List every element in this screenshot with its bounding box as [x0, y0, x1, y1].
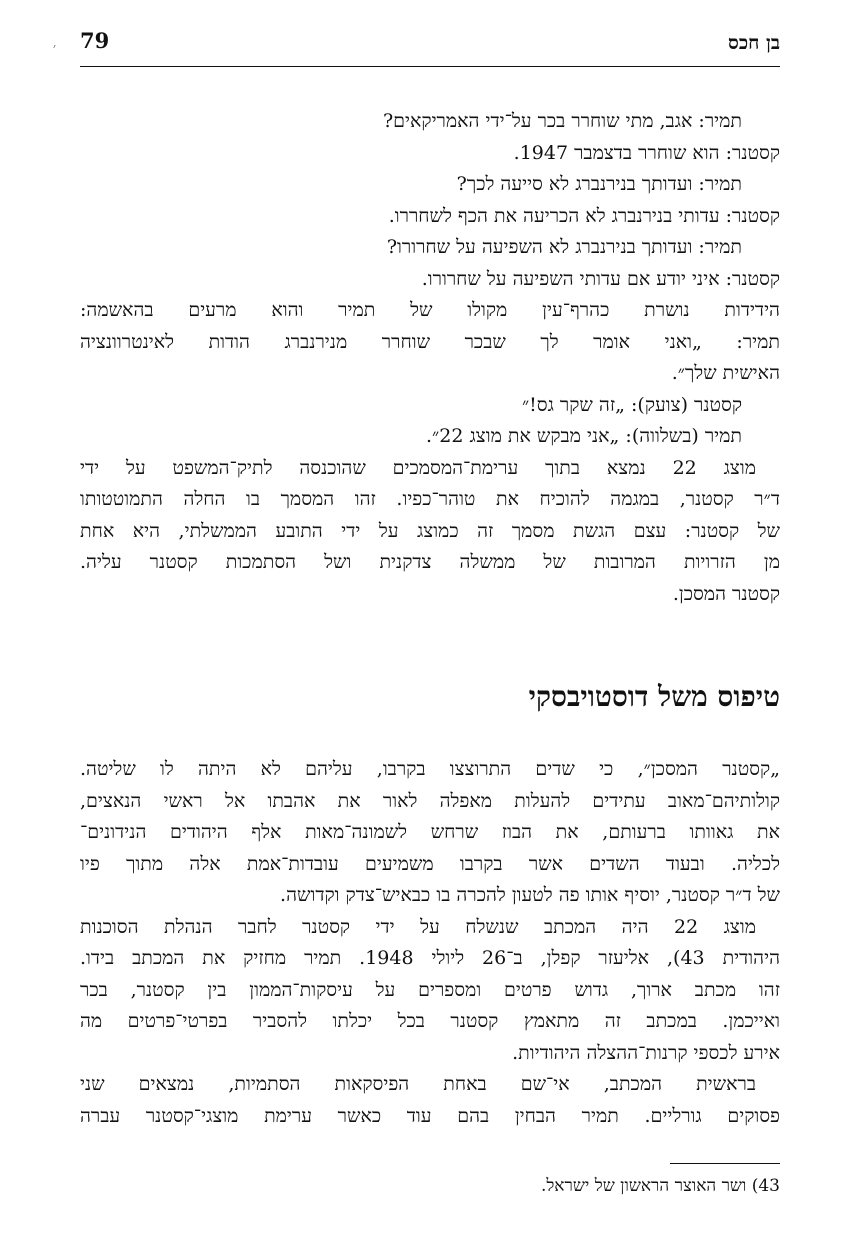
dialogue-line: תמיר (בשלווה): „אני מבקש את מוצג 22״. — [425, 425, 742, 447]
body-line: ואייכמן. במכתב זה מתאמץ קסטנר בכל יכלתו להסביר בפרטי־פרטים מה — [80, 1010, 780, 1032]
section-heading: טיפוס משל דוסטויבסקי — [528, 680, 780, 713]
dialogue-line: של קסטנר: עצם הגשת מסמך זה כמוצג על ידי התובע הממשלתי, היא אחת — [80, 519, 780, 542]
dialogue-line: האישית שלך״. — [671, 362, 780, 384]
body-line: „קסטנר המסכן״, כי שדים התרוצצו בקרבו, עליהם לא היתה לו שליטה. — [80, 758, 780, 780]
body-line: לכליה. ובעוד השדים אשר בקרבו משמיעים עובדות־אמת אלה מתוך פיו — [80, 852, 780, 875]
dialogue-block — [80, 106, 780, 610]
body-line: בראשית המכתב, אי־שם באחת הפיסקאות הסתמיות, נמצאים שני — [80, 1073, 756, 1095]
dialogue-line: קסטנר המסכן. — [672, 582, 780, 605]
dialogue-line: קסטנר: הוא שוחרר בדצמבר 1947. — [513, 141, 780, 164]
dialogue-line: מן הזרויות המרובות של ממשלה צדקנית ושל הסתמכות קסטנר עליה. — [80, 551, 780, 573]
dialogue-line: קסטנר: עדותי בנירנברג לא הכריעה את הכף לשחררו. — [388, 204, 780, 227]
dialogue-line: ד״ר קסטנר, במגמה להוכיח את טוהר־כפיו. זהו המסמך בו החלה התמוטטותו — [80, 488, 780, 510]
dialogue-line: תמיר: ועדותך בנירנברג לא סייעה לכך? — [456, 173, 742, 195]
dialogue-line: תמיר: „ואני אומר לך שבכר שוחרר מנירנברג הודות לאינטרוונציה — [80, 330, 780, 353]
dialogue-line: מוצג 22 נמצא בתוך ערימת־המסמכים שהוכנסה לתיק־המשפט על ידי — [80, 456, 756, 479]
page-number: 79 — [80, 28, 110, 53]
dialogue-line: תמיר: ועדותך בנירנברג לא השפיעה על שחרורו? — [386, 236, 742, 258]
body-line: את גאוותו ברעותם, את הבוז שרחש לשמונה־מאות אלף היהודים הנידונים־ — [80, 821, 780, 843]
margin-mark: ׳ — [53, 41, 57, 56]
dialogue-line: קסטנר (צועק): „זה שקר גס!״ — [521, 393, 742, 416]
dialogue-line: הידידות נושרת כהרף־עין מקולו של תמיר והוא מרעים בהאשמה: — [80, 299, 780, 321]
footnote: 43) ושר האוצר הראשון של ישראל. — [540, 1176, 780, 1196]
body-line: מוצג 22 היה המכתב שנשלח על ידי קסטנר לחבר הנהלת הסוכנות — [80, 915, 757, 938]
dialogue-line: קסטנר: איני יודע אם עדותי השפיעה על שחרורו. — [421, 267, 780, 290]
footnote-divider — [670, 1163, 780, 1164]
body-line: של ד״ר קסטנר, יוסיף אותו פה לטעון להכרה בו כבאיש־צדק וקדושה. — [280, 884, 780, 906]
body-line: פסוקים גורליים. תמיר הבחין בהם עוד כאשר ערימת מוצגי־קסטנר עברה — [80, 1104, 780, 1127]
running-title: בן חכס — [728, 32, 780, 54]
body-line: אירע לכספי קרנות־ההצלה היהודיות. — [512, 1041, 780, 1064]
dialogue-line: תמיר: אגב, מתי שוחרר בכר על־ידי האמריקאים? — [382, 110, 742, 132]
body-line: היהודית 43), אליעזר קפלן, ב־26 ליולי 1948. תמיר מחזיק את המכתב בידו. — [80, 947, 780, 969]
body-line: זהו מכתב ארוך, גדוש פרטים ומספרים על עיסקות־הממון בין קסטנר, בכר — [80, 978, 780, 1001]
body-line: קולותיהם־מאוב עתידים להעלות מאפלה לאור את אהבתו אל ראשי הנאצים, — [80, 789, 780, 812]
section-body — [80, 754, 780, 1132]
page-header — [80, 26, 780, 67]
